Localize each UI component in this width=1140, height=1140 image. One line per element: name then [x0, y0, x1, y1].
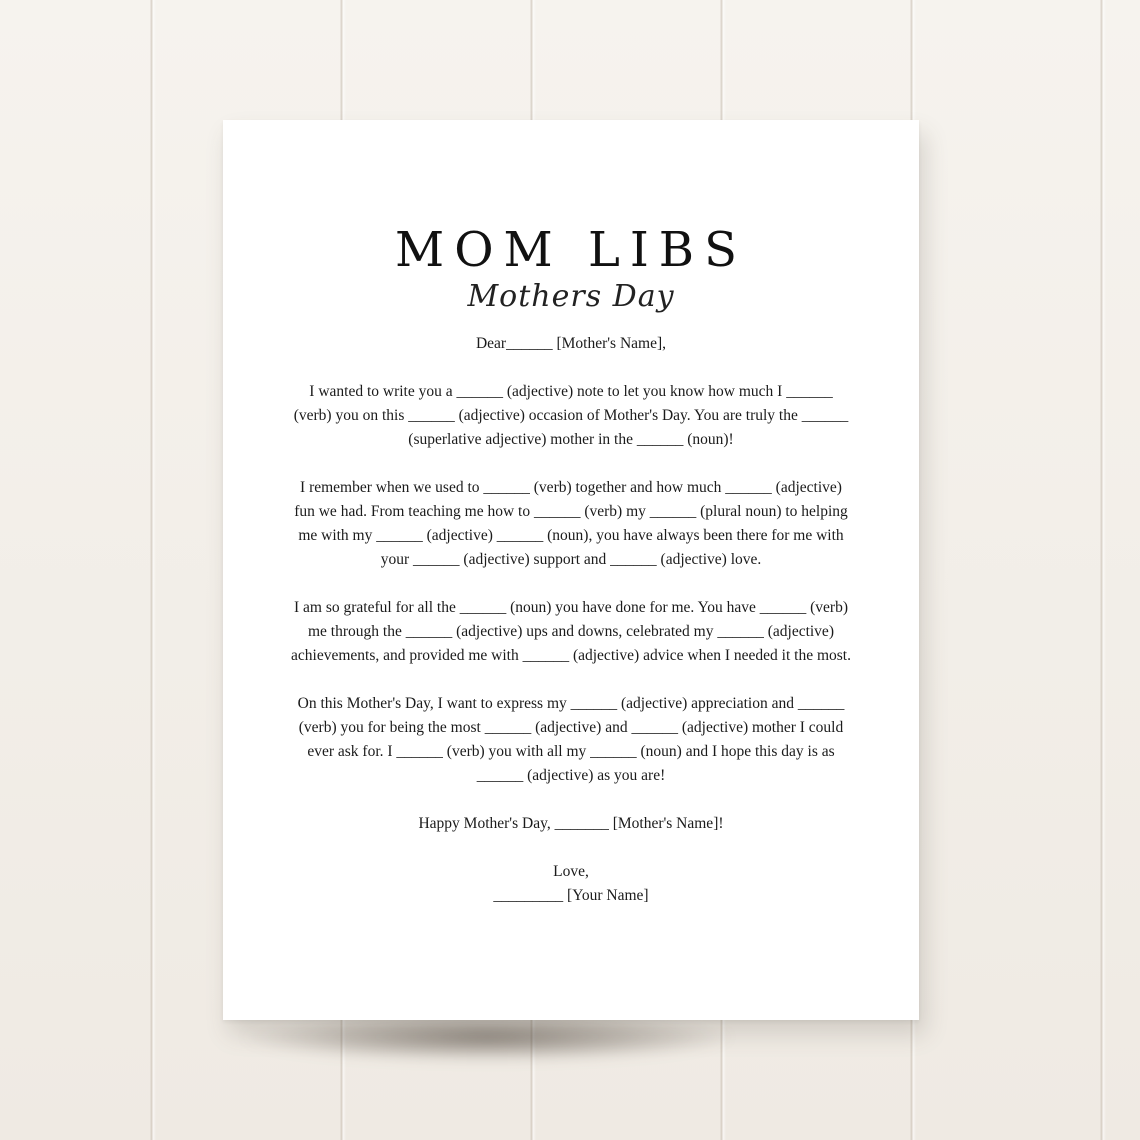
page-subtitle-script: Mothers Day: [467, 279, 675, 314]
printable-sheet: [223, 120, 919, 1020]
paragraph-1: I wanted to write you a ______ (adjective) note to let you know how much I ______ (verb) you on this ______ (adjective) occasion of Mother's Day. You are truly the ______ (superlative adjective) mother in the ______ (noun)!: [293, 383, 849, 448]
letter-body: [289, 332, 853, 908]
signature-line: _________ [Your Name]: [493, 887, 649, 904]
paragraph-2: I remember when we used to ______ (verb) together and how much ______ (adjective) fun we had. From teaching me how to ______ (verb) my ______ (plural noun) to helping me with my ______ (adjective) ______ (noun), you have always been there for me with your ______ (adjective) support and ______ (adjective) love.: [294, 479, 848, 568]
signoff: Love,: [553, 863, 589, 880]
closing-wish: Happy Mother's Day, _______ [Mother's Name]!: [418, 815, 724, 832]
paragraph-3: I am so grateful for all the ______ (noun) you have done for me. You have ______ (verb) me through the ______ (adjective) ups and downs, celebrated my ______ (adjective) achievements, and provided me with ______ (adjective) advice when I needed it the most.: [291, 599, 851, 664]
salutation: Dear______ [Mother's Name],: [475, 335, 667, 352]
paragraph-4: On this Mother's Day, I want to express my ______ (adjective) appreciation and ______ (verb) you for being the most ______ (adjective) and ______ (adjective) mother I could ever ask for. I ______ (verb) you with all my ______ (noun) and I hope this day is as ______ (adjective) as you are!: [297, 695, 845, 784]
page-title: MOM LIBS: [395, 222, 747, 278]
